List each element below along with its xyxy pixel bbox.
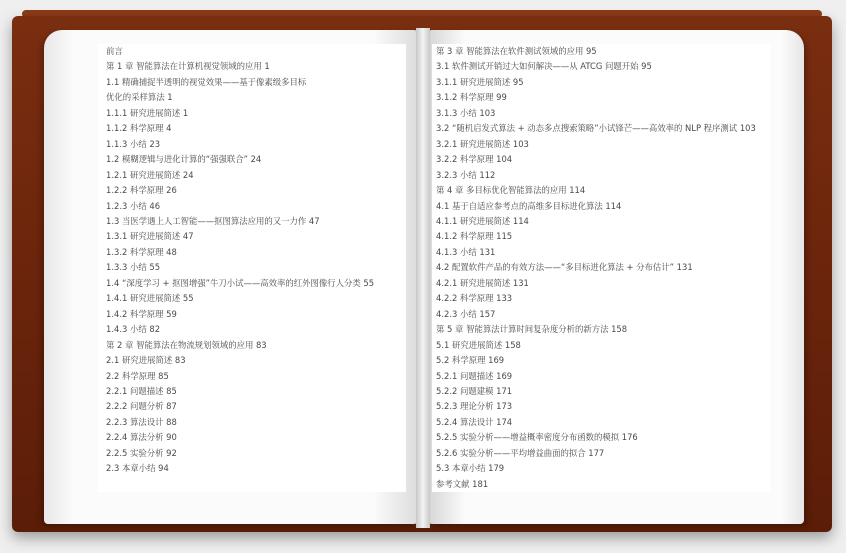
toc-entry: 3.2.3 小结 112 (436, 169, 496, 180)
toc-entry: 3.1.2 科学原理 99 (436, 92, 507, 103)
toc-entry: 1.3.1 研究进展简述 47 (106, 231, 194, 242)
toc-entry: 2.3 本章小结 94 (106, 463, 169, 474)
toc-entry: 4.2.2 科学原理 133 (436, 293, 513, 304)
toc-entry: 1.2.2 科学原理 26 (106, 185, 177, 196)
toc-entry: 4.2.3 小结 157 (436, 308, 496, 319)
toc-entry: 2.2.5 实验分析 92 (106, 447, 177, 458)
toc-entry: 1.4.2 科学原理 59 (106, 308, 177, 319)
toc-entry: 1.4.3 小结 82 (106, 324, 161, 335)
toc-entry: 5.2.6 实验分析——平均增益曲面的拟合 177 (436, 447, 605, 458)
toc-entry: 3.2.2 科学原理 104 (436, 154, 513, 165)
book-spine-gutter (416, 28, 430, 528)
toc-entry: 1.3 当医学遇上人工智能——抠图算法应用的又一力作 47 (106, 215, 320, 226)
toc-entry: 1.1.1 研究进展简述 1 (106, 107, 189, 118)
toc-entry: 3.2 “随机启发式算法 + 动态多点搜索策略”小试锋芒——高效率的 NLP 程序测试 103 (436, 123, 756, 134)
toc-entry: 1.2.1 研究进展简述 24 (106, 169, 194, 180)
toc-entry: 5.2.1 问题描述 169 (436, 370, 513, 381)
toc-entry: 4.2.1 研究进展简述 131 (436, 277, 529, 288)
toc-entry: 1.3.2 科学原理 48 (106, 246, 177, 257)
left-toc-panel (98, 44, 406, 492)
toc-entry: 优化的采样算法 1 (106, 92, 173, 103)
toc-entry: 4.1 基于自适应参考点的高维多目标进化算法 114 (436, 200, 622, 211)
toc-entry: 4.1.3 小结 131 (436, 246, 496, 257)
toc-entry: 5.2.4 算法设计 174 (436, 416, 513, 427)
toc-entry: 2.2.2 问题分析 87 (106, 401, 177, 412)
toc-entry: 1.2.3 小结 46 (106, 200, 161, 211)
toc-entry: 2.1 研究进展简述 83 (106, 355, 186, 366)
toc-entry: 第 2 章 智能算法在物流规划领域的应用 83 (106, 339, 267, 350)
toc-entry: 第 3 章 智能算法在软件测试领域的应用 95 (436, 46, 597, 56)
toc-entry: 1.2 模糊逻辑与进化计算的“强强联合” 24 (106, 154, 262, 165)
toc-entry: 2.2.3 算法设计 88 (106, 416, 177, 427)
toc-entry: 3.2.1 研究进展简述 103 (436, 138, 529, 149)
toc-entry: 5.3 本章小结 179 (436, 463, 505, 474)
toc-entry: 1.1.3 小结 23 (106, 138, 161, 149)
toc-entry: 第 4 章 多目标优化智能算法的应用 114 (436, 185, 586, 196)
right-toc-list (432, 44, 770, 492)
toc-entry: 第 5 章 智能算法计算时间复杂度分析的新方法 158 (436, 324, 628, 335)
toc-entry: 2.2.4 算法分析 90 (106, 432, 177, 443)
toc-entry: 3.1.3 小结 103 (436, 107, 496, 118)
toc-entry: 3.1 软件测试开销过大如何解决——从 ATCG 问题开始 95 (436, 61, 652, 72)
toc-entry: 5.2 科学原理 169 (436, 355, 505, 366)
toc-entry: 5.2.5 实验分析——增益概率密度分布函数的模拟 176 (436, 432, 638, 443)
toc-entry: 1.4 “深度学习 + 抠图增强”牛刀小试——高效率的红外图像行人分类 55 (106, 277, 375, 288)
toc-entry: 参考文献 181 (436, 478, 489, 489)
toc-entry: 5.2.3 理论分析 173 (436, 401, 513, 412)
toc-entry: 5.1 研究进展简述 158 (436, 339, 521, 350)
toc-entry: 5.2.2 问题建模 171 (436, 385, 513, 396)
toc-entry: 2.2 科学原理 85 (106, 370, 169, 381)
toc-entry: 4.2 配置软件产品的有效方法——“多目标进化算法 + 分布估计” 131 (436, 262, 693, 273)
toc-entry: 1.4.1 研究进展简述 55 (106, 293, 194, 304)
right-toc-panel (432, 44, 770, 492)
toc-entry: 前言 (106, 46, 123, 56)
left-toc-list (98, 44, 406, 477)
toc-entry: 1.1.2 科学原理 4 (106, 123, 172, 134)
toc-entry: 1.1 精确捕捉半透明的视觉效果——基于像素级多目标 (106, 76, 307, 87)
toc-entry: 3.1.1 研究进展简述 95 (436, 76, 524, 87)
toc-entry: 4.1.2 科学原理 115 (436, 231, 513, 242)
toc-entry: 第 1 章 智能算法在计算机视觉领域的应用 1 (106, 61, 270, 72)
toc-entry: 4.1.1 研究进展简述 114 (436, 215, 529, 226)
toc-entry: 2.2.1 问题描述 85 (106, 385, 177, 396)
toc-entry: 1.3.3 小结 55 (106, 262, 161, 273)
